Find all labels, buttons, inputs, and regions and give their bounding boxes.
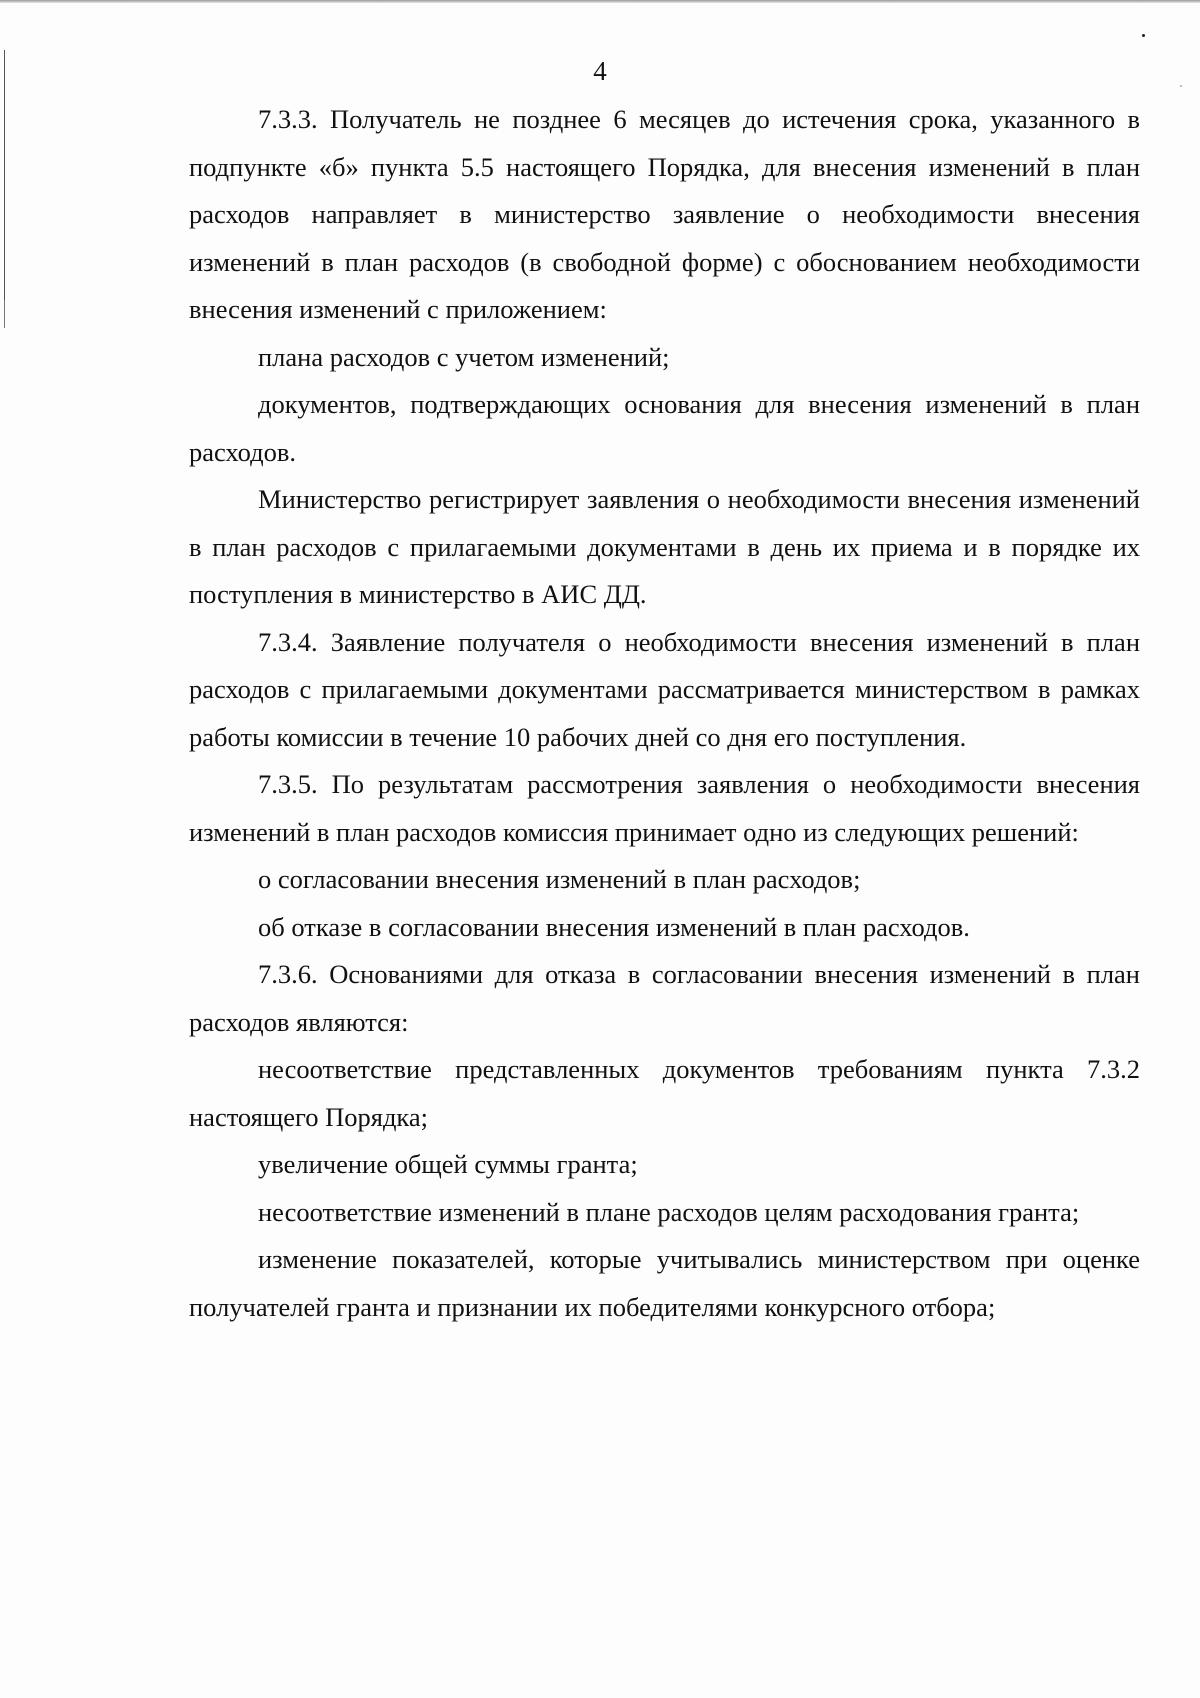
list-item: об отказе в согласовании внесения изменений в план расходов.	[258, 911, 970, 942]
paragraph-7-3-5: 7.3.5. По результатам рассмотрения заявления о необходимости внесения изменений в план расходов комиссия принимает одно из следующих решений:	[189, 769, 1140, 847]
scan-binding-mark	[4, 50, 5, 300]
list-item: несоответствие представленных документов требованиям пункта 7.3.2 настоящего Порядка;	[189, 1054, 1140, 1132]
scan-top-edge	[0, 0, 1200, 3]
paragraph-7-3-4: 7.3.4. Заявление получателя о необходимости внесения изменений в план расходов с прилагаемыми документами рассматривается министерством в рамках работы комиссии в течение 10 рабочих дней со дня его поступления.	[189, 626, 1140, 752]
page-number: 4	[593, 56, 607, 86]
paragraph: Министерство регистрирует заявления о необходимости внесения изменений в план расходов с прилагаемыми документами в день их приема и в порядке их поступления в министерство в АИС ДД.	[189, 484, 1140, 609]
list-item: несоответствие изменений в плане расходов целям расходования гранта;	[258, 1196, 1080, 1227]
list-item: изменение показателей, которые учитывались министерством при оценке получателей гранта и признании их победителями конкурсного отбора;	[189, 1244, 1140, 1322]
paragraph-7-3-6: 7.3.6. Основаниями для отказа в согласовании внесения изменений в план расходов являются:	[189, 959, 1140, 1037]
paragraph-7-3-3: 7.3.3. Получатель не позднее 6 месяцев до истечения срока, указанного в подпункте «б» пункта 5.5 настоящего Порядка, для внесения изменений в план расходов направляет в министерство заявление о необходимости внесения изменений в план расходов (в свободной форме) с обоснованием необходимости внесения изменений с приложением:	[189, 104, 1140, 324]
list-item: плана расходов с учетом изменений;	[258, 341, 670, 372]
document-body	[189, 96, 1140, 1331]
list-item: о согласовании внесения изменений в план расходов;	[258, 864, 861, 894]
scan-binding-mark	[4, 300, 5, 328]
list-item: документов, подтверждающих основания для внесения изменений в план расходов.	[189, 389, 1140, 467]
scan-speck	[1142, 34, 1145, 37]
list-item: увеличение общей суммы гранта;	[258, 1149, 638, 1179]
